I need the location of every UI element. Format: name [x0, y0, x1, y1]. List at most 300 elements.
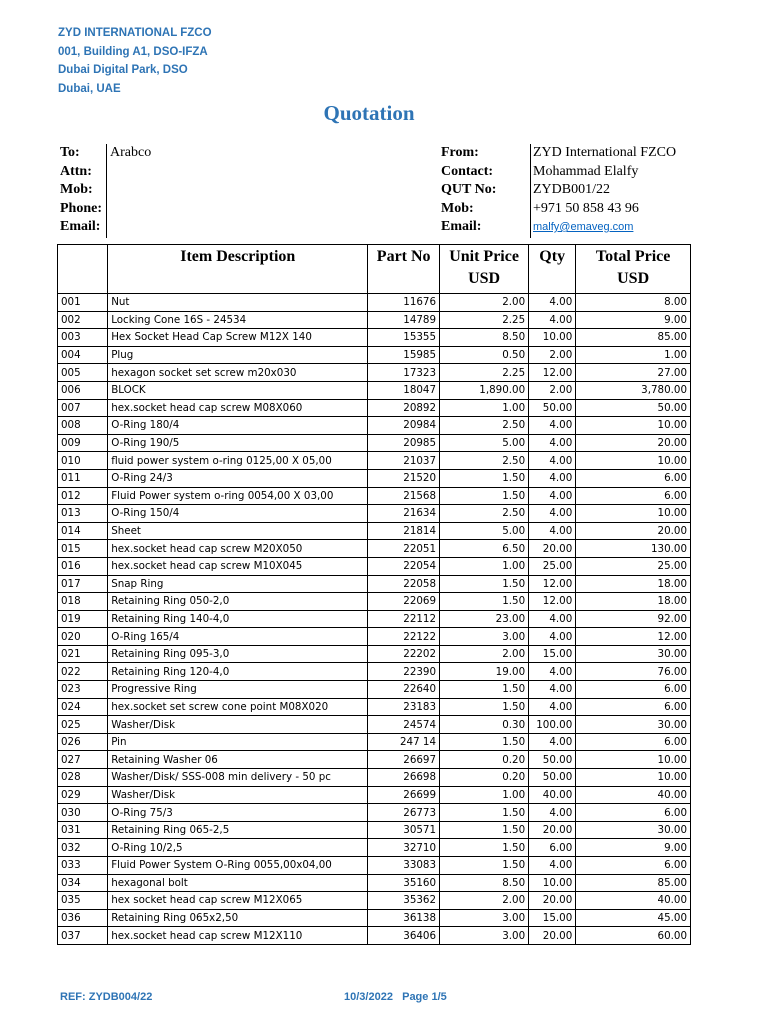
header-part-no: Part No: [368, 245, 440, 294]
cell-item-description: Pin: [108, 733, 368, 751]
cell-item-no: 013: [58, 505, 108, 523]
cell-part-no: 32710: [368, 839, 440, 857]
cell-item-no: 032: [58, 839, 108, 857]
cell-item-no: 012: [58, 487, 108, 505]
cell-total-price: 30.00: [576, 645, 691, 663]
cell-part-no: 22122: [368, 628, 440, 646]
cell-unit-price: 3.00: [440, 909, 529, 927]
table-row: [58, 469, 691, 487]
to-value: Arabco: [110, 145, 152, 160]
table-row: [58, 417, 691, 435]
cell-unit-price: 1.50: [440, 487, 529, 505]
table-row: [58, 487, 691, 505]
cell-qty: 6.00: [529, 839, 576, 857]
cell-qty: 4.00: [529, 434, 576, 452]
cell-unit-price: 1.50: [440, 681, 529, 699]
table-row: [58, 927, 691, 945]
cell-item-no: 001: [58, 294, 108, 312]
company-address-line-3: Dubai, UAE: [58, 83, 121, 96]
cell-unit-price: 0.20: [440, 751, 529, 769]
cell-item-description: O-Ring 180/4: [108, 417, 368, 435]
cell-item-no: 004: [58, 346, 108, 364]
cell-unit-price: 2.00: [440, 892, 529, 910]
cell-unit-price: 5.00: [440, 522, 529, 540]
cell-item-no: 005: [58, 364, 108, 382]
cell-item-description: Snap Ring: [108, 575, 368, 593]
table-row: [58, 610, 691, 628]
cell-item-description: O-Ring 75/3: [108, 804, 368, 822]
cell-qty: 4.00: [529, 294, 576, 312]
cell-unit-price: 6.50: [440, 540, 529, 558]
table-row: [58, 751, 691, 769]
cell-part-no: 26773: [368, 804, 440, 822]
cell-item-description: hex.socket head cap screw M08X060: [108, 399, 368, 417]
cell-total-price: 50.00: [576, 399, 691, 417]
cell-item-no: 033: [58, 857, 108, 875]
cell-item-description: Nut: [108, 294, 368, 312]
contact-label: Contact:: [441, 163, 494, 179]
cell-item-no: 020: [58, 628, 108, 646]
qut-no-value: ZYDB001/22: [533, 182, 610, 197]
table-row: [58, 557, 691, 575]
cell-item-no: 008: [58, 417, 108, 435]
cell-part-no: 22640: [368, 681, 440, 699]
cell-unit-price: 2.50: [440, 505, 529, 523]
cell-item-description: O-Ring 165/4: [108, 628, 368, 646]
cell-total-price: 3,780.00: [576, 381, 691, 399]
cell-qty: 4.00: [529, 733, 576, 751]
table-row: [58, 311, 691, 329]
cell-unit-price: 19.00: [440, 663, 529, 681]
cell-unit-price: 1.50: [440, 698, 529, 716]
cell-item-no: 024: [58, 698, 108, 716]
cell-qty: 4.00: [529, 487, 576, 505]
cell-qty: 50.00: [529, 399, 576, 417]
email-value: [110, 218, 151, 237]
cell-item-no: 030: [58, 804, 108, 822]
cell-qty: 4.00: [529, 522, 576, 540]
email-label: Email:: [60, 219, 101, 234]
cell-item-no: 014: [58, 522, 108, 540]
cell-item-description: hexagonal bolt: [108, 874, 368, 892]
table-row: [58, 821, 691, 839]
cell-qty: 12.00: [529, 364, 576, 382]
cell-item-no: 019: [58, 610, 108, 628]
from-value: ZYD International FZCO: [533, 145, 677, 160]
items-table: [57, 244, 691, 945]
from-label: From:: [441, 145, 479, 160]
cell-part-no: 21037: [368, 452, 440, 470]
cell-unit-price: 2.25: [440, 311, 529, 329]
cell-total-price: 8.00: [576, 294, 691, 312]
cell-unit-price: 3.00: [440, 927, 529, 945]
cell-item-no: 031: [58, 821, 108, 839]
cell-qty: 4.00: [529, 417, 576, 435]
cell-item-description: Retaining Ring 050-2,0: [108, 593, 368, 611]
header-total-price-line-2: USD: [617, 270, 650, 287]
from-values: [533, 144, 676, 237]
cell-unit-price: 5.00: [440, 434, 529, 452]
cell-part-no: 22069: [368, 593, 440, 611]
cell-item-description: O-Ring 190/5: [108, 434, 368, 452]
cell-part-no: 22058: [368, 575, 440, 593]
cell-item-description: hex.socket head cap screw M20X050: [108, 540, 368, 558]
table-row: [58, 681, 691, 699]
cell-qty: 15.00: [529, 909, 576, 927]
cell-total-price: 10.00: [576, 505, 691, 523]
table-row: [58, 857, 691, 875]
cell-item-description: fluid power system o-ring 0125,00 X 05,00: [108, 452, 368, 470]
table-row: [58, 346, 691, 364]
cell-item-description: BLOCK: [108, 381, 368, 399]
cell-item-description: Washer/Disk: [108, 786, 368, 804]
cell-item-no: 002: [58, 311, 108, 329]
cell-unit-price: 1.50: [440, 593, 529, 611]
cell-part-no: 22390: [368, 663, 440, 681]
cell-unit-price: 1.50: [440, 575, 529, 593]
cell-total-price: 10.00: [576, 769, 691, 787]
attn-label: Attn:: [60, 163, 92, 179]
cell-total-price: 6.00: [576, 857, 691, 875]
cell-qty: 50.00: [529, 769, 576, 787]
cell-item-description: hex.socket head cap screw M12X110: [108, 927, 368, 945]
cell-item-description: O-Ring 24/3: [108, 469, 368, 487]
cell-unit-price: 2.25: [440, 364, 529, 382]
cell-part-no: 26697: [368, 751, 440, 769]
cell-qty: 12.00: [529, 593, 576, 611]
table-row: [58, 434, 691, 452]
cell-part-no: 23183: [368, 698, 440, 716]
from-divider: [530, 144, 531, 238]
cell-qty: 4.00: [529, 698, 576, 716]
mob-value: [110, 181, 151, 200]
cell-total-price: 6.00: [576, 804, 691, 822]
cell-qty: 15.00: [529, 645, 576, 663]
cell-unit-price: 0.20: [440, 769, 529, 787]
table-row: [58, 839, 691, 857]
cell-unit-price: 2.50: [440, 452, 529, 470]
cell-item-description: Retaining Ring 140-4,0: [108, 610, 368, 628]
cell-item-no: 037: [58, 927, 108, 945]
cell-part-no: 33083: [368, 857, 440, 875]
cell-total-price: 27.00: [576, 364, 691, 382]
cell-unit-price: 1,890.00: [440, 381, 529, 399]
cell-item-description: Sheet: [108, 522, 368, 540]
table-row: [58, 593, 691, 611]
to-divider: [106, 144, 107, 238]
table-row: [58, 716, 691, 734]
cell-total-price: 40.00: [576, 786, 691, 804]
cell-part-no: 36138: [368, 909, 440, 927]
cell-qty: 4.00: [529, 628, 576, 646]
footer-ref: REF: ZYDB004/22: [60, 991, 153, 1003]
from-email-link[interactable]: malfy@emaveg.com: [533, 221, 634, 233]
cell-item-description: O-Ring 10/2,5: [108, 839, 368, 857]
cell-item-description: O-Ring 150/4: [108, 505, 368, 523]
from-mob-value: +971 50 858 43 96: [533, 200, 639, 216]
cell-qty: 20.00: [529, 821, 576, 839]
cell-unit-price: 1.00: [440, 786, 529, 804]
cell-item-no: 006: [58, 381, 108, 399]
cell-item-no: 016: [58, 557, 108, 575]
cell-item-description: Fluid Power system o-ring 0054,00 X 03,00: [108, 487, 368, 505]
table-row: [58, 892, 691, 910]
cell-part-no: 24574: [368, 716, 440, 734]
cell-qty: 4.00: [529, 857, 576, 875]
cell-qty: 50.00: [529, 751, 576, 769]
table-row: [58, 874, 691, 892]
header-item-no: [58, 245, 108, 294]
cell-unit-price: 1.50: [440, 804, 529, 822]
cell-item-description: Washer/Disk/ SSS-008 min delivery - 50 pc: [108, 769, 368, 787]
cell-unit-price: 1.50: [440, 857, 529, 875]
cell-unit-price: 1.50: [440, 839, 529, 857]
cell-item-description: Retaining Ring 065-2,5: [108, 821, 368, 839]
cell-item-no: 022: [58, 663, 108, 681]
qut-no-label: QUT No:: [441, 182, 497, 197]
cell-total-price: 18.00: [576, 593, 691, 611]
document-title: Quotation: [323, 101, 415, 125]
header-total-price-line-1: Total Price: [595, 248, 671, 265]
cell-part-no: 20892: [368, 399, 440, 417]
cell-part-no: 22202: [368, 645, 440, 663]
table-row: [58, 522, 691, 540]
cell-part-no: 11676: [368, 294, 440, 312]
cell-item-description: hexagon socket set screw m20x030: [108, 364, 368, 382]
cell-item-no: 023: [58, 681, 108, 699]
cell-part-no: 26699: [368, 786, 440, 804]
table-row: [58, 505, 691, 523]
cell-part-no: 18047: [368, 381, 440, 399]
cell-item-description: Plug: [108, 346, 368, 364]
table-row: [58, 399, 691, 417]
cell-qty: 2.00: [529, 346, 576, 364]
company-address-line-2: Dubai Digital Park, DSO: [58, 64, 188, 77]
cell-unit-price: 1.50: [440, 733, 529, 751]
cell-item-no: 027: [58, 751, 108, 769]
cell-item-no: 021: [58, 645, 108, 663]
cell-total-price: 20.00: [576, 434, 691, 452]
cell-item-no: 029: [58, 786, 108, 804]
cell-qty: 20.00: [529, 927, 576, 945]
table-row: [58, 645, 691, 663]
cell-item-description: Progressive Ring: [108, 681, 368, 699]
cell-item-description: Locking Cone 16S - 24534: [108, 311, 368, 329]
cell-total-price: 25.00: [576, 557, 691, 575]
cell-qty: 10.00: [529, 874, 576, 892]
attn-value: [110, 163, 151, 182]
footer-date-page: 10/3/2022 Page 1/5: [344, 991, 447, 1003]
cell-qty: 4.00: [529, 681, 576, 699]
cell-unit-price: 1.50: [440, 821, 529, 839]
cell-part-no: 15985: [368, 346, 440, 364]
from-mob-label: Mob:: [441, 200, 474, 216]
cell-item-no: 009: [58, 434, 108, 452]
cell-part-no: 21814: [368, 522, 440, 540]
cell-qty: 20.00: [529, 892, 576, 910]
cell-total-price: 10.00: [576, 417, 691, 435]
cell-item-description: Retaining Ring 120-4,0: [108, 663, 368, 681]
table-row: [58, 909, 691, 927]
company-address-block: [58, 24, 212, 99]
to-label: To:: [60, 145, 80, 160]
cell-item-description: hex socket head cap screw M12X065: [108, 892, 368, 910]
table-row: [58, 540, 691, 558]
cell-item-no: 034: [58, 874, 108, 892]
cell-item-no: 010: [58, 452, 108, 470]
cell-total-price: 10.00: [576, 452, 691, 470]
cell-item-description: Hex Socket Head Cap Screw M12X 140: [108, 329, 368, 347]
cell-qty: 4.00: [529, 804, 576, 822]
table-row: [58, 452, 691, 470]
cell-item-no: 035: [58, 892, 108, 910]
table-row: [58, 786, 691, 804]
cell-unit-price: 0.50: [440, 346, 529, 364]
cell-item-description: Retaining Washer 06: [108, 751, 368, 769]
cell-qty: 4.00: [529, 610, 576, 628]
cell-total-price: 10.00: [576, 751, 691, 769]
cell-part-no: 21520: [368, 469, 440, 487]
from-labels: [441, 144, 496, 237]
header-unit-price: [440, 245, 529, 294]
cell-total-price: 6.00: [576, 469, 691, 487]
cell-item-no: 026: [58, 733, 108, 751]
cell-part-no: 22112: [368, 610, 440, 628]
cell-part-no: 17323: [368, 364, 440, 382]
table-row: [58, 663, 691, 681]
header-total-price: [576, 245, 691, 294]
cell-unit-price: 0.30: [440, 716, 529, 734]
cell-item-no: 036: [58, 909, 108, 927]
cell-part-no: 21634: [368, 505, 440, 523]
cell-qty: 4.00: [529, 505, 576, 523]
table-header-row: [58, 245, 691, 294]
cell-total-price: 9.00: [576, 311, 691, 329]
cell-unit-price: 1.00: [440, 399, 529, 417]
cell-unit-price: 2.00: [440, 294, 529, 312]
cell-part-no: 35160: [368, 874, 440, 892]
phone-value: [110, 200, 151, 219]
cell-total-price: 30.00: [576, 716, 691, 734]
cell-qty: 4.00: [529, 311, 576, 329]
table-row: [58, 329, 691, 347]
cell-total-price: 6.00: [576, 698, 691, 716]
company-name: ZYD INTERNATIONAL FZCO: [58, 27, 212, 39]
cell-total-price: 12.00: [576, 628, 691, 646]
table-row: [58, 769, 691, 787]
cell-total-price: 20.00: [576, 522, 691, 540]
table-row: [58, 294, 691, 312]
cell-part-no: 20984: [368, 417, 440, 435]
table-row: [58, 804, 691, 822]
cell-qty: 25.00: [529, 557, 576, 575]
phone-label: Phone:: [60, 200, 102, 216]
cell-qty: 4.00: [529, 452, 576, 470]
table-row: [58, 381, 691, 399]
contact-value: Mohammad Elalfy: [533, 163, 639, 179]
cell-qty: 4.00: [529, 469, 576, 487]
cell-total-price: 60.00: [576, 927, 691, 945]
to-labels: [60, 144, 102, 237]
cell-unit-price: 23.00: [440, 610, 529, 628]
cell-item-no: 028: [58, 769, 108, 787]
cell-item-no: 018: [58, 593, 108, 611]
cell-part-no: 30571: [368, 821, 440, 839]
cell-part-no: 21568: [368, 487, 440, 505]
cell-total-price: 18.00: [576, 575, 691, 593]
cell-part-no: 247 14: [368, 733, 440, 751]
cell-total-price: 92.00: [576, 610, 691, 628]
table-row: [58, 575, 691, 593]
cell-unit-price: 8.50: [440, 329, 529, 347]
cell-total-price: 130.00: [576, 540, 691, 558]
cell-item-no: 003: [58, 329, 108, 347]
cell-total-price: 76.00: [576, 663, 691, 681]
cell-part-no: 20985: [368, 434, 440, 452]
cell-qty: 20.00: [529, 540, 576, 558]
cell-part-no: 22054: [368, 557, 440, 575]
cell-item-no: 017: [58, 575, 108, 593]
cell-total-price: 6.00: [576, 733, 691, 751]
cell-qty: 10.00: [529, 329, 576, 347]
cell-unit-price: 2.00: [440, 645, 529, 663]
cell-part-no: 14789: [368, 311, 440, 329]
cell-part-no: 22051: [368, 540, 440, 558]
cell-total-price: 40.00: [576, 892, 691, 910]
table-row: [58, 628, 691, 646]
cell-qty: 2.00: [529, 381, 576, 399]
cell-unit-price: 8.50: [440, 874, 529, 892]
cell-total-price: 6.00: [576, 487, 691, 505]
cell-item-description: Retaining Ring 095-3,0: [108, 645, 368, 663]
cell-part-no: 15355: [368, 329, 440, 347]
cell-unit-price: 1.50: [440, 469, 529, 487]
cell-item-description: Retaining Ring 065x2,50: [108, 909, 368, 927]
cell-item-description: Washer/Disk: [108, 716, 368, 734]
cell-item-description: Fluid Power System O-Ring 0055,00x04,00: [108, 857, 368, 875]
cell-total-price: 6.00: [576, 681, 691, 699]
cell-item-no: 011: [58, 469, 108, 487]
cell-item-no: 007: [58, 399, 108, 417]
header-unit-price-line-1: Unit Price: [449, 248, 519, 265]
cell-item-no: 025: [58, 716, 108, 734]
cell-qty: 4.00: [529, 663, 576, 681]
cell-item-description: hex.socket head cap screw M10X045: [108, 557, 368, 575]
header-qty: Qty: [529, 245, 576, 294]
cell-total-price: 30.00: [576, 821, 691, 839]
header-unit-price-line-2: USD: [468, 270, 501, 287]
table-row: [58, 364, 691, 382]
cell-part-no: 36406: [368, 927, 440, 945]
company-address-line-1: 001, Building A1, DSO-IFZA: [58, 45, 208, 58]
cell-total-price: 85.00: [576, 874, 691, 892]
table-row: [58, 733, 691, 751]
cell-item-no: 015: [58, 540, 108, 558]
to-values: [110, 144, 151, 237]
cell-qty: 12.00: [529, 575, 576, 593]
mob-label: Mob:: [60, 182, 93, 197]
cell-part-no: 26698: [368, 769, 440, 787]
cell-total-price: 1.00: [576, 346, 691, 364]
header-item-description: Item Description: [108, 245, 368, 294]
table-row: [58, 698, 691, 716]
from-email-label: Email:: [441, 219, 482, 234]
cell-unit-price: 3.00: [440, 628, 529, 646]
cell-total-price: 45.00: [576, 909, 691, 927]
cell-unit-price: 1.00: [440, 557, 529, 575]
cell-total-price: 9.00: [576, 839, 691, 857]
cell-qty: 100.00: [529, 716, 576, 734]
